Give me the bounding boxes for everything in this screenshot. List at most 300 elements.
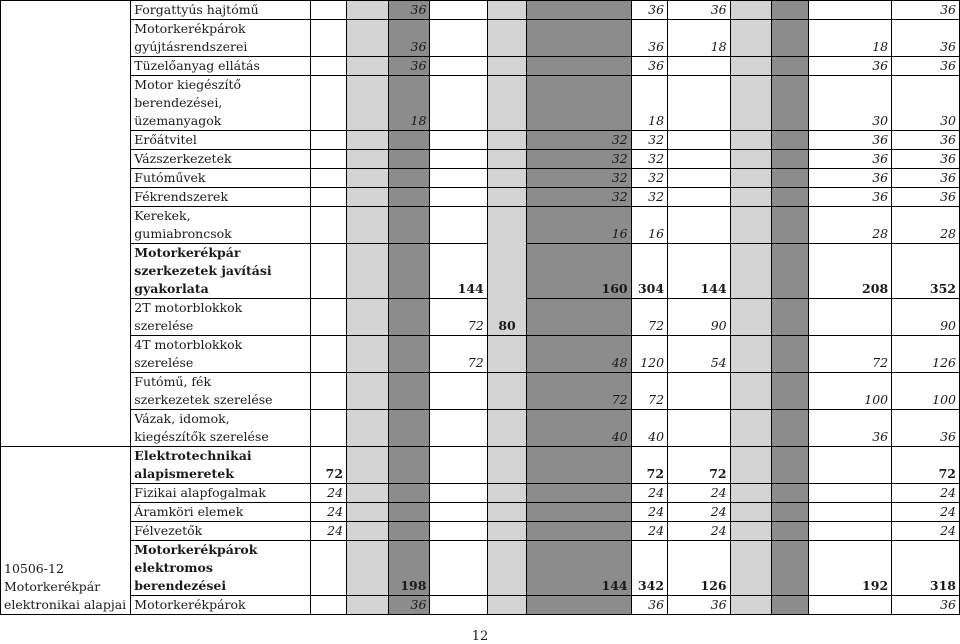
hours-cell	[310, 244, 346, 299]
hours-cell	[730, 522, 772, 541]
hours-cell	[772, 410, 808, 447]
hours-cell: 72	[430, 299, 487, 336]
hours-cell: 24	[668, 522, 731, 541]
hours-cell: 36	[668, 596, 731, 615]
hours-cell: 100	[808, 373, 891, 410]
hours-cell	[430, 131, 487, 150]
hours-cell	[388, 336, 430, 373]
hours-cell	[527, 503, 631, 522]
hours-cell	[730, 373, 772, 410]
hours-cell	[388, 131, 430, 150]
table-row	[1, 373, 960, 410]
subject-name-line: kiegészítők szerelése	[134, 429, 269, 444]
hours-cell: 16	[631, 207, 667, 244]
hours-cell	[668, 131, 731, 150]
hours-cell	[310, 150, 346, 169]
subject-name-line: Fékrendszerek	[134, 189, 229, 204]
hours-cell: 18	[668, 20, 731, 57]
hours-cell	[347, 57, 389, 76]
hours-cell	[487, 150, 527, 169]
hours-cell	[808, 447, 891, 484]
hours-cell	[730, 169, 772, 188]
hours-cell	[430, 522, 487, 541]
hours-cell: 72	[310, 447, 346, 484]
hours-cell	[310, 57, 346, 76]
hours-cell: 24	[668, 503, 731, 522]
hours-cell	[347, 596, 389, 615]
table-row	[1, 244, 960, 299]
hours-cell	[730, 20, 772, 57]
hours-cell	[347, 169, 389, 188]
hours-cell: 120	[631, 336, 667, 373]
hours-cell: 36	[808, 150, 891, 169]
hours-cell: 32	[527, 169, 631, 188]
hours-cell	[347, 336, 389, 373]
hours-cell	[388, 484, 430, 503]
hours-cell: 100	[892, 373, 960, 410]
module-label	[1, 447, 131, 615]
hours-cell	[347, 20, 389, 57]
hours-cell: 144	[668, 244, 731, 299]
hours-cell	[430, 150, 487, 169]
table-row	[1, 447, 960, 484]
hours-cell: 36	[892, 1, 960, 20]
hours-cell	[730, 336, 772, 373]
table-row	[1, 188, 960, 207]
hours-cell	[487, 57, 527, 76]
hours-cell: 18	[631, 76, 667, 131]
hours-cell	[527, 76, 631, 131]
hours-cell	[772, 150, 808, 169]
hours-cell: 72	[631, 447, 667, 484]
hours-cell	[487, 336, 527, 373]
subject-name-line: elektromos	[134, 560, 213, 575]
hours-cell: 28	[892, 207, 960, 244]
subject-name-line: szerkezetek javítási	[134, 263, 272, 278]
table-row	[1, 522, 960, 541]
hours-cell: 24	[631, 503, 667, 522]
subject-name-line: 2T motorblokkok	[134, 300, 243, 315]
table-row	[1, 207, 960, 244]
hours-cell: 72	[631, 373, 667, 410]
table-row	[1, 131, 960, 150]
hours-cell: 28	[808, 207, 891, 244]
hours-cell: 36	[388, 596, 430, 615]
hours-cell	[388, 150, 430, 169]
hours-cell: 144	[527, 541, 631, 596]
hours-cell	[388, 373, 430, 410]
hours-cell	[730, 447, 772, 484]
hours-cell	[430, 541, 487, 596]
subject-name-line: gyakorlata	[134, 281, 209, 296]
hours-cell	[430, 169, 487, 188]
hours-cell	[772, 596, 808, 615]
table-row	[1, 20, 960, 57]
hours-cell	[430, 447, 487, 484]
hours-cell: 36	[808, 131, 891, 150]
hours-cell	[730, 150, 772, 169]
hours-cell	[347, 150, 389, 169]
subject-name-line: Erőátvitel	[134, 132, 197, 147]
hours-cell	[430, 503, 487, 522]
hours-cell	[310, 410, 346, 447]
table-row	[1, 596, 960, 615]
hours-cell	[487, 169, 527, 188]
hours-cell	[668, 57, 731, 76]
hours-cell	[487, 410, 527, 447]
hours-cell	[527, 1, 631, 20]
hours-cell	[388, 188, 430, 207]
hours-cell: 18	[808, 20, 891, 57]
hours-cell	[772, 188, 808, 207]
subject-name	[131, 188, 310, 207]
hours-cell	[430, 57, 487, 76]
hours-cell: 24	[310, 503, 346, 522]
hours-cell	[347, 1, 389, 20]
subject-name-line: alapismeretek	[134, 466, 234, 481]
hours-cell	[347, 522, 389, 541]
hours-cell: 32	[527, 150, 631, 169]
hours-cell: 32	[631, 150, 667, 169]
hours-cell	[388, 410, 430, 447]
hours-cell	[487, 131, 527, 150]
hours-cell	[772, 131, 808, 150]
hours-cell: 192	[808, 541, 891, 596]
hours-cell	[772, 57, 808, 76]
table-row	[1, 410, 960, 447]
hours-cell: 36	[892, 188, 960, 207]
hours-cell	[310, 299, 346, 336]
hours-cell	[730, 541, 772, 596]
subject-name-line: Áramköri elemek	[134, 504, 244, 519]
table-row	[1, 76, 960, 131]
hours-cell	[527, 447, 631, 484]
subject-name-line: szerelése	[134, 318, 194, 333]
module-name-line: Motorkerékpár	[4, 579, 101, 594]
subject-name-line: Motorkerékpárok	[134, 597, 246, 612]
page-number: 12	[471, 629, 489, 644]
subject-name-line: Vázak, idomok,	[134, 411, 230, 426]
subject-name	[131, 169, 310, 188]
hours-cell: 318	[892, 541, 960, 596]
subject-name-line: Motorkerékpárok	[134, 21, 246, 36]
hours-cell	[808, 1, 891, 20]
hours-cell	[668, 169, 731, 188]
hours-cell	[347, 76, 389, 131]
hours-cell	[730, 188, 772, 207]
hours-cell	[487, 20, 527, 57]
hours-cell	[388, 299, 430, 336]
hours-cell	[487, 76, 527, 131]
hours-cell	[772, 484, 808, 503]
hours-cell	[772, 1, 808, 20]
hours-cell	[430, 410, 487, 447]
subject-name	[131, 336, 310, 373]
hours-cell: 24	[668, 484, 731, 503]
hours-cell	[487, 541, 527, 596]
subject-name	[131, 447, 310, 484]
hours-cell	[388, 169, 430, 188]
hours-cell	[668, 373, 731, 410]
subject-name	[131, 76, 310, 131]
hours-cell: 36	[388, 20, 430, 57]
hours-cell	[310, 169, 346, 188]
hours-cell	[527, 596, 631, 615]
hours-cell: 24	[631, 484, 667, 503]
hours-cell	[347, 541, 389, 596]
module-name-line: elektronikai alapjai	[4, 597, 127, 612]
hours-cell: 36	[808, 57, 891, 76]
hours-cell: 72	[892, 447, 960, 484]
hours-cell	[347, 447, 389, 484]
hours-cell	[730, 484, 772, 503]
hours-cell	[430, 596, 487, 615]
hours-cell: 36	[631, 20, 667, 57]
hours-cell: 54	[668, 336, 731, 373]
table-row	[1, 503, 960, 522]
hours-cell: 36	[631, 1, 667, 20]
hours-cell: 72	[631, 299, 667, 336]
subject-name-line: Motor kiegészítő	[134, 77, 242, 92]
hours-cell: 24	[631, 522, 667, 541]
table-row	[1, 169, 960, 188]
hours-cell	[347, 484, 389, 503]
hours-cell: 30	[808, 76, 891, 131]
hours-cell: 304	[631, 244, 667, 299]
hours-cell: 36	[631, 596, 667, 615]
hours-cell: 36	[892, 57, 960, 76]
hours-cell	[772, 76, 808, 131]
hours-cell	[430, 484, 487, 503]
hours-cell: 36	[808, 169, 891, 188]
subject-name-line: Fizikai alapfogalmak	[134, 485, 266, 500]
hours-cell	[730, 1, 772, 20]
hours-cell	[310, 336, 346, 373]
hours-cell: 48	[527, 336, 631, 373]
hours-cell	[430, 188, 487, 207]
hours-cell	[487, 596, 527, 615]
hours-cell	[772, 373, 808, 410]
subject-name-line: Futómű, fék	[134, 374, 212, 389]
hours-cell	[388, 207, 430, 244]
subject-name-line: berendezései,	[134, 95, 223, 110]
module-cell-empty	[1, 1, 131, 447]
hours-cell: 36	[808, 410, 891, 447]
hours-cell	[430, 373, 487, 410]
subject-name-line: szerelése	[134, 355, 194, 370]
hours-cell: 32	[631, 169, 667, 188]
hours-cell	[730, 596, 772, 615]
hours-cell	[808, 299, 891, 336]
hours-cell	[430, 1, 487, 20]
hours-cell	[347, 299, 389, 336]
subject-name-line: Futóművek	[134, 170, 206, 185]
hours-cell	[808, 503, 891, 522]
table-row	[1, 57, 960, 76]
hours-cell: 32	[631, 188, 667, 207]
hours-cell	[808, 484, 891, 503]
subject-name-line: Elektrotechnikai	[134, 448, 252, 463]
hours-cell	[487, 373, 527, 410]
hours-cell: 126	[668, 541, 731, 596]
hours-cell	[347, 373, 389, 410]
hours-cell: 36	[668, 1, 731, 20]
hours-cell: 24	[892, 522, 960, 541]
hours-cell	[668, 76, 731, 131]
subject-name	[131, 522, 310, 541]
hours-cell: 352	[892, 244, 960, 299]
hours-cell	[487, 188, 527, 207]
hours-cell	[730, 76, 772, 131]
hours-cell	[347, 131, 389, 150]
hours-cell: 32	[527, 188, 631, 207]
hours-cell	[310, 207, 346, 244]
subject-name-line: szerkezetek szerelése	[134, 392, 273, 407]
table-row	[1, 150, 960, 169]
table-row	[1, 541, 960, 596]
subject-name-line: üzemanyagok	[134, 113, 222, 128]
subject-name-line: Kerekek,	[134, 208, 191, 223]
hours-cell	[487, 447, 527, 484]
subject-name	[131, 20, 310, 57]
subject-name-line: gyújtásrendszerei	[134, 39, 248, 54]
hours-cell	[668, 150, 731, 169]
hours-cell	[388, 503, 430, 522]
hours-cell	[430, 207, 487, 244]
subject-name	[131, 410, 310, 447]
hours-cell: 24	[892, 503, 960, 522]
hours-cell	[772, 299, 808, 336]
subject-name-line: Tüzelőanyag ellátás	[134, 58, 260, 73]
hours-cell	[347, 188, 389, 207]
hours-cell	[527, 522, 631, 541]
hours-cell	[772, 244, 808, 299]
hours-cell	[310, 1, 346, 20]
hours-cell	[310, 76, 346, 131]
hours-cell: 36	[631, 57, 667, 76]
subject-name	[131, 1, 310, 20]
hours-cell: 36	[892, 131, 960, 150]
hours-cell	[668, 410, 731, 447]
subject-name	[131, 150, 310, 169]
subject-name-line: gumiabroncsok	[134, 226, 232, 241]
subject-name-line: 4T motorblokkok	[134, 337, 243, 352]
subject-name-line: Motorkerékpár	[134, 245, 241, 260]
hours-cell	[730, 207, 772, 244]
hours-cell: 36	[892, 150, 960, 169]
hours-cell	[310, 20, 346, 57]
hours-cell	[668, 188, 731, 207]
subject-name-line: Vázszerkezetek	[134, 151, 232, 166]
hours-cell	[772, 503, 808, 522]
subject-name	[131, 503, 310, 522]
hours-cell	[347, 244, 389, 299]
hours-cell	[772, 169, 808, 188]
subject-name	[131, 57, 310, 76]
hours-cell: 342	[631, 541, 667, 596]
subject-name	[131, 541, 310, 596]
table-row	[1, 1, 960, 20]
hours-cell	[487, 1, 527, 20]
hours-cell	[430, 76, 487, 131]
hours-cell	[310, 541, 346, 596]
hours-cell	[487, 484, 527, 503]
subject-name	[131, 596, 310, 615]
hours-cell	[730, 503, 772, 522]
hours-cell	[310, 596, 346, 615]
hours-cell: 72	[668, 447, 731, 484]
hours-cell	[730, 131, 772, 150]
hours-cell	[487, 503, 527, 522]
hours-cell: 36	[388, 57, 430, 76]
hours-cell	[430, 20, 487, 57]
subject-name-line: berendezései	[134, 578, 227, 593]
module-code: 10506-12	[4, 561, 64, 576]
hours-cell	[808, 596, 891, 615]
hours-cell	[772, 336, 808, 373]
hours-cell: 144	[430, 244, 487, 299]
hours-cell	[772, 20, 808, 57]
hours-cell	[772, 522, 808, 541]
hours-cell	[772, 541, 808, 596]
hours-cell: 24	[310, 484, 346, 503]
hours-cell: 36	[808, 188, 891, 207]
hours-cell	[772, 207, 808, 244]
hours-cell: 126	[892, 336, 960, 373]
hours-cell: 36	[892, 410, 960, 447]
hours-cell: 18	[388, 76, 430, 131]
hours-cell	[808, 522, 891, 541]
hours-cell	[310, 373, 346, 410]
subject-name	[131, 207, 310, 244]
hours-cell	[772, 447, 808, 484]
hours-cell: 36	[892, 20, 960, 57]
hours-cell	[347, 410, 389, 447]
hours-cell	[310, 131, 346, 150]
hours-cell	[347, 503, 389, 522]
hours-cell	[730, 410, 772, 447]
hours-cell: 30	[892, 76, 960, 131]
table-row	[1, 299, 960, 336]
hours-cell	[388, 244, 430, 299]
hours-cell	[730, 244, 772, 299]
hours-cell: 16	[527, 207, 631, 244]
hours-cell	[347, 207, 389, 244]
subject-name	[131, 299, 310, 336]
hours-cell: 32	[527, 131, 631, 150]
hours-cell	[527, 20, 631, 57]
hours-cell	[668, 207, 731, 244]
subject-name	[131, 244, 310, 299]
hours-cell: 72	[430, 336, 487, 373]
hours-cell	[388, 447, 430, 484]
hours-cell: 32	[631, 131, 667, 150]
hours-cell: 36	[892, 596, 960, 615]
hours-cell: 90	[668, 299, 731, 336]
merged-hours-cell: 80	[487, 207, 527, 336]
hours-cell: 160	[527, 244, 631, 299]
subject-name-line: Forgattyús hajtómű	[134, 2, 259, 17]
hours-cell: 72	[527, 373, 631, 410]
hours-cell: 36	[892, 169, 960, 188]
subject-name-line: Motorkerékpárok	[134, 542, 258, 557]
table-row	[1, 484, 960, 503]
hours-cell: 24	[892, 484, 960, 503]
subject-name	[131, 373, 310, 410]
hours-cell: 24	[310, 522, 346, 541]
hours-cell: 40	[631, 410, 667, 447]
hours-cell	[388, 522, 430, 541]
